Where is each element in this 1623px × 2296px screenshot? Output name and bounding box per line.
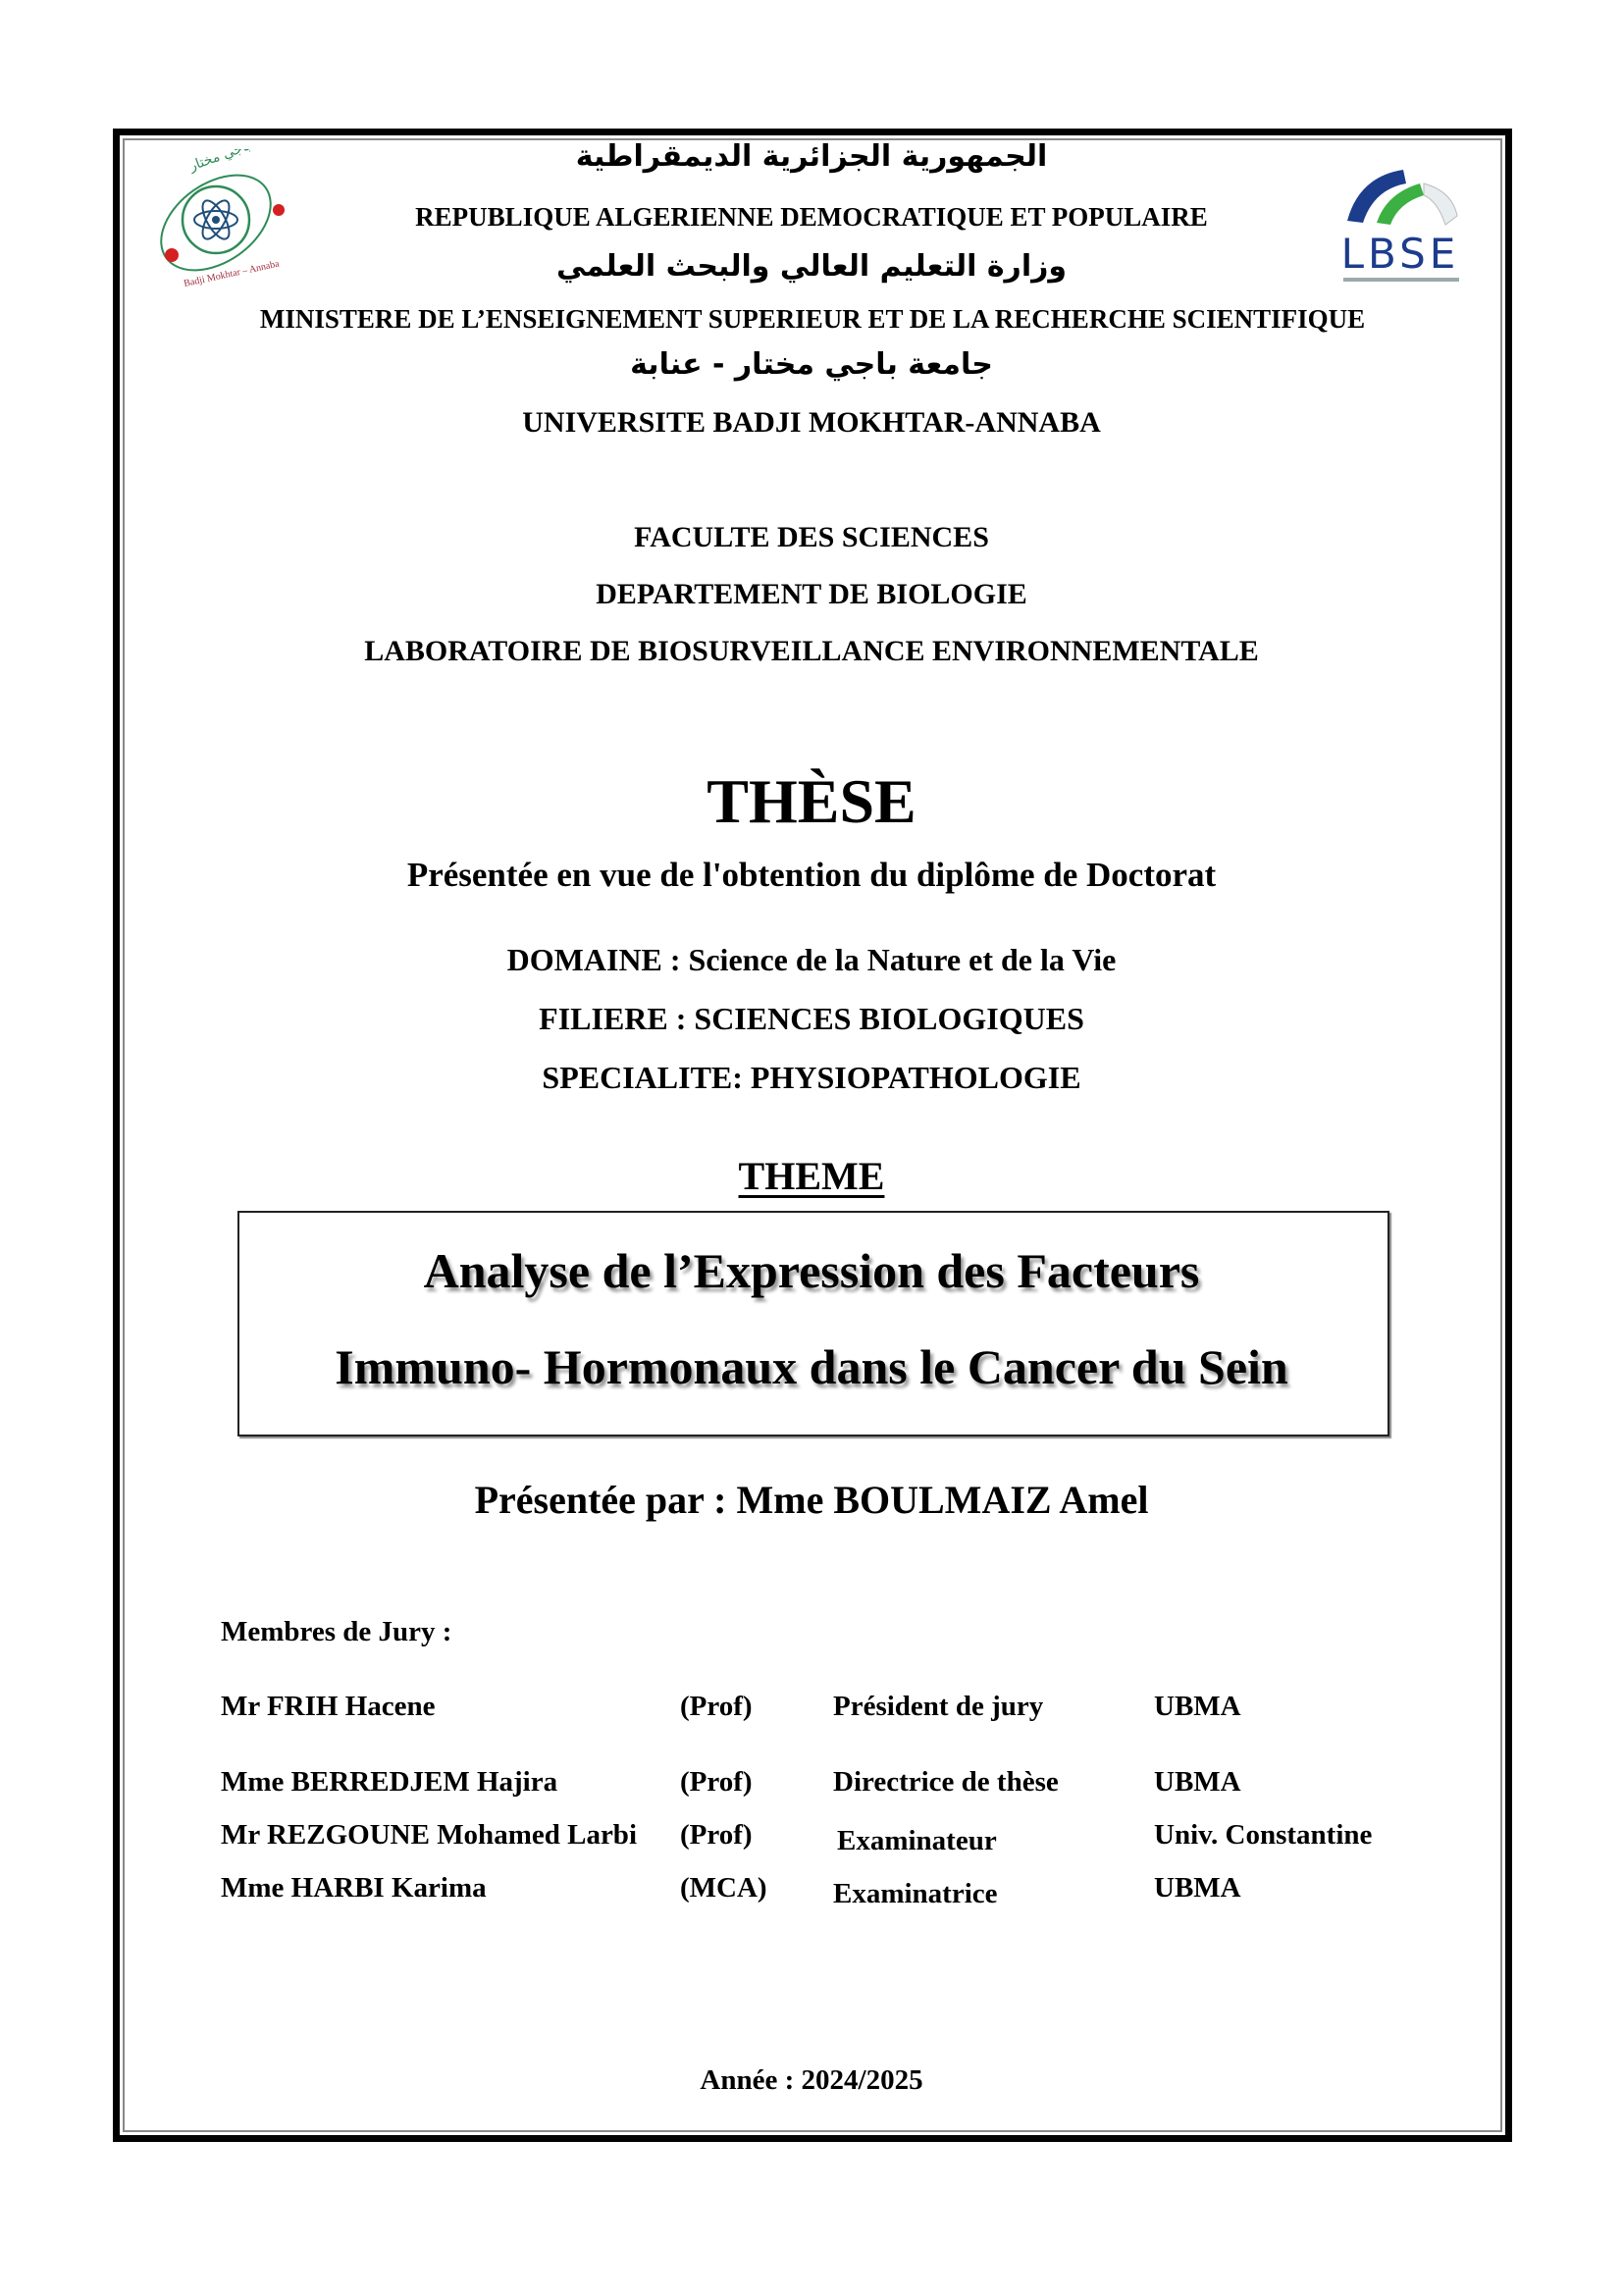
laboratory-name: LABORATOIRE DE BIOSURVEILLANCE ENVIRONNEMENTALE [364, 635, 1259, 667]
jury-member-name: Mr REZGOUNE Mohamed Larbi [221, 1819, 637, 1851]
svg-text:Badji Mokhtar – Annaba: Badji Mokhtar – Annaba [183, 258, 281, 289]
jury-member-role: Président de jury [833, 1691, 1044, 1722]
svg-text:LBSE: LBSE [1340, 230, 1460, 278]
jury-member-institution: Univ. Constantine [1154, 1819, 1373, 1851]
arabic-ministry-title: وزارة التعليم العالي والبحث العلمي [555, 249, 1068, 284]
arabic-university-title: جامعة باجي مختار - عنابة [630, 347, 993, 382]
jury-member-grade: (Prof) [680, 1819, 753, 1851]
jury-member-institution: UBMA [1154, 1691, 1241, 1722]
theme-label [0, 1153, 1623, 1199]
arabic-republic-title: الجمهورية الجزائرية الديمقراطية [575, 139, 1048, 174]
university-title: UNIVERSITE BADJI MOKHTAR-ANNABA [522, 406, 1101, 439]
jury-member-role: Directrice de thèse [833, 1766, 1059, 1798]
academic-year: Année : 2024/2025 [700, 2064, 923, 2096]
presenter-line: Présentée par : Mme BOULMAIZ Amel [474, 1478, 1149, 1522]
ministry-title: MINISTERE DE L’ENSEIGNEMENT SUPERIEUR ET DE LA RECHERCHE SCIENTIFIQUE [259, 304, 1366, 334]
faculty-name: FACULTE DES SCIENCES [634, 521, 989, 553]
thesis-title: THÈSE [707, 766, 916, 836]
thesis-subtitle: Présentée en vue de l'obtention du diplôme de Doctorat [406, 856, 1217, 894]
department-name: DEPARTEMENT DE BIOLOGIE [596, 578, 1027, 610]
svg-text:جامعة باجي مختار: جامعة باجي مختار [186, 149, 285, 175]
jury-member-institution: UBMA [1154, 1766, 1241, 1798]
jury-member-grade: (Prof) [680, 1766, 753, 1798]
jury-member-grade: (MCA) [680, 1872, 767, 1904]
republic-title: REPUBLIQUE ALGERIENNE DEMOCRATIQUE ET POPULAIRE [415, 202, 1208, 232]
theme-title-line-1: Analyse de l’Expression des Facteurs [423, 1243, 1200, 1298]
jury-member-name: Mme HARBI Karima [221, 1872, 487, 1904]
field-line: FILIERE : SCIENCES BIOLOGIQUES [539, 1001, 1084, 1036]
domain-line: DOMAINE : Science de la Nature et de la Vie [506, 942, 1117, 977]
jury-member-role: Examinateur [837, 1825, 997, 1856]
jury-member-name: Mme BERREDJEM Hajira [221, 1766, 558, 1798]
theme-title-line-2: Immuno- Hormonaux dans le Cancer du Sein [335, 1339, 1288, 1394]
jury-heading: Membres de Jury : [221, 1616, 452, 1647]
jury-member-name: Mr FRIH Hacene [221, 1691, 436, 1722]
jury-member-institution: UBMA [1154, 1872, 1241, 1904]
theme-label-text: THEME [738, 1154, 885, 1198]
specialty-line: SPECIALITE: PHYSIOPATHOLOGIE [542, 1060, 1081, 1095]
jury-member-role: Examinatrice [833, 1878, 998, 1909]
jury-member-grade: (Prof) [680, 1691, 753, 1722]
